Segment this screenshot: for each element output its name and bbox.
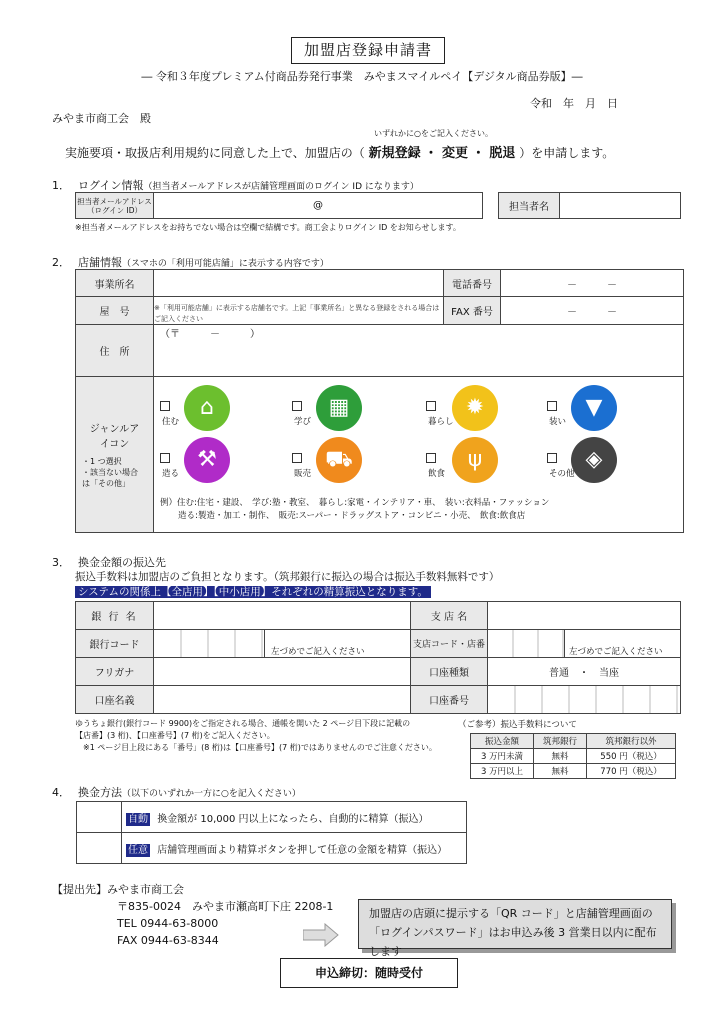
submit-to: 【提出先】みやま市商工会 [52,883,184,896]
address-field[interactable]: （〒 － ） [154,325,684,377]
tel-field[interactable]: － － [501,270,684,297]
genre-label: ジャンルアイコン [89,424,140,450]
bank-code-label: 銀行コード [76,630,154,658]
furigana-field[interactable] [154,658,411,686]
branch-name-label: 支 店 名 [411,602,488,630]
auto-circle-box[interactable] [77,802,122,833]
date-line: 令和 年 月 日 [530,97,618,110]
bank-code-hint: 左づめでご記入ください [265,630,411,658]
section1-heading: 1． ログイン情報（担当者メールアドレスが店舗管理画面のログイン ID になります） [52,179,419,192]
genre-examples [160,497,549,523]
bank-code-field[interactable] [154,630,265,658]
distribution-notice: 加盟店の店頭に提示する「QR コード」と店舗管理画面の 「ログインパスワード」はお申込み後 3 営業日以内に配布します [358,899,672,949]
genre-label: 造る [162,469,180,479]
fee-header-cell: 筑邦銀行以外 [587,734,676,749]
fax-label: FAX 番号 [444,297,501,325]
hammer-icon: ⚒ [184,437,230,483]
genre-label: 学び [294,417,312,427]
addressee: みやま市商工会 殿 [52,112,151,125]
genre-checkbox[interactable] [426,453,436,463]
fork-knife-icon: ψ [452,437,498,483]
section4-heading: 4． 換金方法（以下のいずれか一方に○を記入ください） [52,786,301,799]
option-change[interactable]: 変更 [441,146,468,161]
bank-name-label: 銀 行 名 [76,602,154,630]
contact-tel: TEL 0944-63-8000 [117,917,219,930]
auto-option [122,802,467,833]
form-title: 加盟店登録申請書 [291,37,445,64]
genre-cell [154,377,684,533]
tel-label: 電話番号 [444,270,501,297]
furigana-label: フリガナ [76,658,154,686]
genre-checkbox[interactable] [547,401,557,411]
study-board-icon: ▦ [316,385,362,431]
box-icon: ◈ [571,437,617,483]
person-table [498,192,681,219]
biz-name-field[interactable] [154,270,444,297]
account-number-field[interactable] [488,686,681,714]
account-type-label: 口座種類 [411,658,488,686]
arrow-right-icon [303,923,339,950]
fee-row [471,749,676,764]
login-info-table [75,192,483,219]
auto-badge: 自動 [128,813,148,825]
genre-label-cell [76,377,154,533]
account-holder-label: 口座名義 [76,686,154,714]
account-type-field[interactable]: 普通 ・ 当座 [488,658,681,686]
fee-cell: 無料 [534,749,587,764]
genre-checkbox[interactable] [426,401,436,411]
auto-text: 換金額が 10,000 円以上になったら、自動的に精算（振込） [157,813,429,825]
fee-header-cell: 振込金額 [471,734,534,749]
shop-name-label: 屋 号 [76,297,154,325]
genre-note-2: ・該当ない場合は「その他」 [82,468,138,488]
option-withdraw[interactable]: 脱退 [489,146,516,161]
circle-instruction: いずれかに○をご記入ください。 [374,129,493,138]
genre-checkbox[interactable] [160,401,170,411]
person-field[interactable] [560,193,681,219]
section3-heading: 3． 換金金額の振込先 [52,556,166,569]
contact-block [117,898,333,949]
intro-suffix: ）を申請します。 [519,146,615,160]
person-label: 担当者名 [499,193,560,219]
fee-cell: 3 万円未満 [471,749,534,764]
intro-prefix: 実施要項・取扱店利用規約に同意した上で、加盟店の（ [65,146,365,160]
fee-row [471,764,676,779]
fee-cell: 3 万円以上 [471,764,534,779]
login-footnote: ※担当者メールアドレスをお持ちでない場合は空欄で結構です。商工会よりログイン ID をお知らせします。 [75,223,461,232]
fax-field[interactable]: － － [501,297,684,325]
payout-method-table [76,801,467,864]
fee-header-cell: 筑邦銀行 [534,734,587,749]
yucho-note: ゆうちょ銀行(銀行コード 9900)をご指定される場合、通帳を開いた 2 ページ目下段に記載の 【店番】(3 桁)、【口座番号】(7 桁)をご記入ください。 ※1 ページ目上段にある「番号」(8 桁)は【口座番号】(7 桁)ではありませんのでご注意ください。 [75,719,437,752]
bank-name-field[interactable] [154,602,411,630]
biz-name-label: 事業所名 [76,270,154,297]
branch-code-label: 支店コード・店番 [411,630,488,658]
contact-address: 〒835-0024 みやま市瀬高町下庄 2208-1 [117,900,334,913]
shirt-icon: ▼ [571,385,617,431]
address-label: 住 所 [76,325,154,377]
option-new-registration[interactable]: 新規登録 [368,146,421,161]
genre-example-line-1: 例）住む:住宅・建設、 学び:塾・教室、 暮らし:家電・インテリア・車、 装い:衣料品・ファッション [160,498,550,508]
genre-label: 販売 [294,469,312,479]
deadline-box: 申込締切：随時受付 [280,958,458,988]
account-holder-field[interactable] [154,686,411,714]
shop-info-table [75,269,684,533]
shop-name-field[interactable]: ※「利用可能店舗」に表示する店舗名です。上記「事業所名」と異なる登録をされる場合はご記入ください [154,297,444,325]
genre-label: 暮らし [428,417,454,427]
manual-option [122,833,467,864]
manual-text: 店舗管理画面より精算ボタンを押して任意の金額を精算（振込） [157,844,448,856]
fee-caption: （ご参考）振込手数料について [458,720,577,730]
genre-label: 飲食 [428,469,446,479]
form-subtitle: ― 令和３年度プレミアム付商品券発行事業 みやまスマイルペイ【デジタル商品券版】― [141,70,583,83]
contact-fax: FAX 0944-63-8344 [117,934,219,947]
fee-cell: 550 円（税込） [587,749,676,764]
genre-example-line-2: 造る:製造・加工・制作、 販売:スーパー・ドラッグストア・コンビニ・小売、 飲食:飲食店 [178,511,526,521]
fee-cell: 無料 [534,764,587,779]
genre-label: 住む [162,417,180,427]
manual-circle-box[interactable] [77,833,122,864]
email-label: 担当者メールアドレス（ログイン ID） [76,193,154,219]
genre-checkbox[interactable] [547,453,557,463]
branch-name-field[interactable] [488,602,681,630]
genre-checkbox[interactable] [292,401,302,411]
cart-icon: ⛟ [316,437,362,483]
fee-table [470,733,676,779]
genre-label: その他 [549,469,575,479]
genre-checkbox[interactable] [160,453,170,463]
branch-code-hint: 左づめでご記入ください [565,630,681,658]
branch-code-field[interactable] [488,630,565,658]
fee-note: 振込手数料は加盟店のご負担となります。（筑邦銀行に振込の場合は振込手数料無料です） [75,571,500,583]
house-icon: ⌂ [184,385,230,431]
settlement-highlight: システムの関係上【全店用】【中小店用】それぞれの精算振込となります。 [75,584,431,599]
genre-note-1: ・1 つ選択 [82,457,122,466]
account-number-label: 口座番号 [411,686,488,714]
fee-cell: 770 円（税込） [587,764,676,779]
genre-label: 装い [549,417,567,427]
lightbulb-icon: ✹ [452,385,498,431]
email-field[interactable]: @ [154,193,483,219]
bank-table [75,601,681,714]
application-statement: 実施要項・取扱店利用規約に同意した上で、加盟店の（ 新規登録 ・ 変更 ・ 脱退 ）を申請します。 [65,146,615,161]
manual-badge: 任意 [128,844,148,856]
section2-heading: 2． 店舗情報（スマホの「利用可能店舗」に表示する内容です） [52,256,329,269]
genre-checkbox[interactable] [292,453,302,463]
